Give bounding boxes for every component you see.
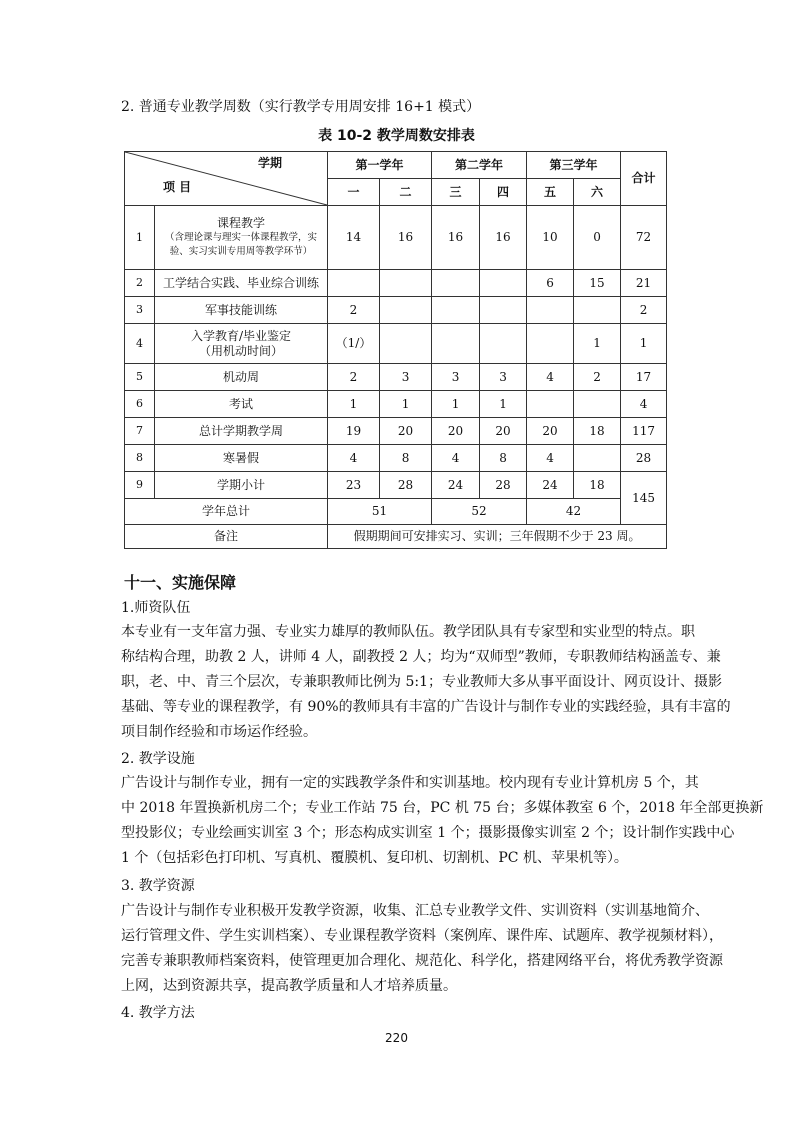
table-cell: 2 bbox=[328, 364, 380, 391]
table-cell bbox=[432, 297, 480, 324]
year-total-value: 51 bbox=[328, 499, 432, 525]
table-cell: 16 bbox=[480, 206, 527, 270]
row-number: 4 bbox=[125, 324, 155, 364]
table-cell: 6 bbox=[527, 270, 574, 297]
table-cell: 1 bbox=[380, 391, 432, 418]
paragraph-line: 本专业有一支年富力强、专业实力雄厚的教师队伍。教学团队具有专家型和实业型的特点。职 bbox=[121, 624, 695, 640]
table-cell: 3 bbox=[380, 364, 432, 391]
row-total: 28 bbox=[621, 445, 667, 472]
row-item-label: 寒暑假 bbox=[222, 450, 259, 465]
row-total: 72 bbox=[621, 206, 667, 270]
row-item-detail: 验、实习实训专用周等教学环节） bbox=[169, 246, 313, 257]
table-cell: 4 bbox=[328, 445, 380, 472]
remark-row bbox=[125, 525, 667, 549]
paragraph-facilities bbox=[121, 771, 764, 871]
table-cell: 20 bbox=[380, 418, 432, 445]
table-row bbox=[125, 445, 667, 472]
paragraph-resources bbox=[121, 899, 723, 999]
header-row-years bbox=[125, 152, 667, 179]
table-cell: 19 bbox=[328, 418, 380, 445]
row-item bbox=[155, 418, 328, 445]
year-total-row bbox=[125, 499, 667, 525]
row-total: 17 bbox=[621, 364, 667, 391]
table-cell: 24 bbox=[527, 472, 574, 499]
table-row bbox=[125, 472, 667, 499]
table-cell: 28 bbox=[480, 472, 527, 499]
table-cell: 0 bbox=[574, 206, 621, 270]
paragraph-line: 职，老、中、青三个层次，专兼职教师比例为 5:1；专业教师大多从事平面设计、网页设计、摄影 bbox=[121, 674, 722, 690]
row-total: 1 bbox=[621, 324, 667, 364]
table-cell bbox=[480, 270, 527, 297]
table-cell: 18 bbox=[574, 472, 621, 499]
remark-text: 假期期间可安排实习、实训；三年假期不少于 23 周。 bbox=[328, 525, 667, 549]
year-total-value: 52 bbox=[432, 499, 527, 525]
table-cell bbox=[432, 324, 480, 364]
table-cell: （1/） bbox=[328, 324, 380, 364]
table-cell: 8 bbox=[480, 445, 527, 472]
table-cell: 16 bbox=[432, 206, 480, 270]
row-item bbox=[155, 297, 328, 324]
paragraph-line: 广告设计与制作专业积极开发教学资源，收集、汇总专业教学文件、实训资料（实训基地简介、 bbox=[121, 903, 709, 919]
subsection-facilities: 2. 教学设施 bbox=[121, 751, 195, 767]
row-total: 145 bbox=[621, 472, 667, 525]
table-cell: 1 bbox=[574, 324, 621, 364]
row-item-note: （用机动时间） bbox=[198, 343, 283, 358]
table-cell: 15 bbox=[574, 270, 621, 297]
row-item bbox=[155, 324, 328, 364]
paragraph-faculty bbox=[121, 620, 731, 745]
table-cell: 28 bbox=[380, 472, 432, 499]
row-item-label: 入学教育/毕业鉴定 bbox=[190, 328, 292, 343]
table-cell bbox=[380, 324, 432, 364]
page-number: 220 bbox=[385, 1031, 408, 1045]
table-cell: 20 bbox=[480, 418, 527, 445]
paragraph-line: 完善专兼职教师档案资料，使管理更加合理化、规范化、科学化，搭建网络平台，将优秀教学资源 bbox=[121, 953, 723, 969]
row-item bbox=[155, 391, 328, 418]
paragraph-line: 运行管理文件、学生实训档案）、专业课程教学资料（案例库、课件库、试题库、教学视频材料）， bbox=[121, 928, 723, 944]
table-cell: 10 bbox=[527, 206, 574, 270]
corner-top-label: 学期 bbox=[257, 156, 282, 170]
table-cell: 14 bbox=[328, 206, 380, 270]
intro-line: 2. 普通专业教学周数（实行教学专用周安排 16+1 模式） bbox=[121, 99, 481, 115]
paragraph-line: 基础、等专业的课程教学，有 90%的教师具有丰富的广告设计与制作专业的实践经验，具有丰富的 bbox=[121, 699, 731, 715]
table-cell bbox=[574, 445, 621, 472]
paragraph-line: 中 2018 年置换新机房二个；专业工作站 75 台，PC 机 75 台；多媒体教室 6 个，2018 年全部更换新 bbox=[121, 800, 764, 816]
corner-bottom-label: 项 目 bbox=[163, 180, 192, 194]
table-cell bbox=[527, 391, 574, 418]
table-cell: 2 bbox=[574, 364, 621, 391]
row-item-label: 课程教学 bbox=[216, 216, 265, 231]
row-item-label: 考试 bbox=[228, 396, 253, 411]
row-item bbox=[155, 364, 328, 391]
row-item bbox=[155, 206, 328, 270]
row-item bbox=[155, 445, 328, 472]
term-header: 六 bbox=[574, 179, 621, 206]
row-item-detail: （含理论课与理实一体课程教学，实 bbox=[164, 232, 317, 244]
term-header: 二 bbox=[380, 179, 432, 206]
table-row bbox=[125, 324, 667, 364]
paragraph-line: 广告设计与制作专业，拥有一定的实践教学条件和实训基地。校内现有专业计算机房 5 个，其 bbox=[121, 775, 699, 791]
table-cell: 18 bbox=[574, 418, 621, 445]
subsection-faculty: 1.师资队伍 bbox=[121, 600, 191, 616]
row-item-label: 工学结合实践、毕业综合训练 bbox=[162, 275, 319, 290]
term-header: 五 bbox=[527, 179, 574, 206]
row-number: 5 bbox=[125, 364, 155, 391]
subsection-resources: 3. 教学资源 bbox=[121, 878, 195, 894]
row-item-label: 总计学期教学周 bbox=[198, 423, 283, 438]
table-cell: 4 bbox=[527, 364, 574, 391]
row-item-label: 学期小计 bbox=[216, 477, 265, 492]
table-cell: 4 bbox=[527, 445, 574, 472]
row-number: 1 bbox=[125, 206, 155, 270]
subsection-methods: 4. 教学方法 bbox=[121, 1005, 195, 1021]
table-cell bbox=[574, 391, 621, 418]
table-cell bbox=[480, 324, 527, 364]
table-cell bbox=[328, 270, 380, 297]
table-cell bbox=[527, 297, 574, 324]
table-cell bbox=[480, 297, 527, 324]
row-total: 21 bbox=[621, 270, 667, 297]
table-cell: 2 bbox=[328, 297, 380, 324]
paragraph-line: 项目制作经验和市场运作经验。 bbox=[121, 724, 317, 740]
total-header: 合计 bbox=[621, 152, 667, 206]
year-total-label: 学年总计 bbox=[125, 499, 328, 525]
table-row bbox=[125, 297, 667, 324]
row-number: 2 bbox=[125, 270, 155, 297]
term-header: 三 bbox=[432, 179, 480, 206]
table-row bbox=[125, 391, 667, 418]
table-cell: 3 bbox=[480, 364, 527, 391]
row-item-label: 军事技能训练 bbox=[204, 302, 277, 317]
table-cell bbox=[432, 270, 480, 297]
row-number: 6 bbox=[125, 391, 155, 418]
table-row bbox=[125, 270, 667, 297]
paragraph-line: 称结构合理，助教 2 人，讲师 4 人，副教授 2 人；均为“双师型”教师，专职教师结构涵盖专、兼 bbox=[121, 649, 721, 665]
table-cell bbox=[574, 297, 621, 324]
table-row bbox=[125, 364, 667, 391]
table-cell bbox=[527, 324, 574, 364]
schedule-table bbox=[124, 151, 667, 549]
row-total: 117 bbox=[621, 418, 667, 445]
row-total: 4 bbox=[621, 391, 667, 418]
row-number: 3 bbox=[125, 297, 155, 324]
table-caption: 表 10-2 教学周数安排表 bbox=[318, 128, 475, 144]
paragraph-line: 1 个（包括彩色打印机、写真机、覆膜机、复印机、切割机、PC 机、苹果机等）。 bbox=[121, 850, 628, 866]
table-cell: 1 bbox=[432, 391, 480, 418]
section-title: 十一、实施保障 bbox=[124, 573, 237, 592]
table-cell: 23 bbox=[328, 472, 380, 499]
table-cell: 20 bbox=[432, 418, 480, 445]
table-row bbox=[125, 418, 667, 445]
table-cell: 8 bbox=[380, 445, 432, 472]
row-number: 8 bbox=[125, 445, 155, 472]
table-cell: 24 bbox=[432, 472, 480, 499]
table-cell bbox=[380, 297, 432, 324]
table-cell: 1 bbox=[328, 391, 380, 418]
table-cell: 16 bbox=[380, 206, 432, 270]
table-cell: 3 bbox=[432, 364, 480, 391]
year-total-value: 42 bbox=[527, 499, 621, 525]
year-header: 第一学年 bbox=[328, 152, 432, 179]
table-row bbox=[125, 206, 667, 270]
table-cell: 1 bbox=[480, 391, 527, 418]
table-cell: 4 bbox=[432, 445, 480, 472]
row-item bbox=[155, 270, 328, 297]
row-number: 9 bbox=[125, 472, 155, 499]
table-cell bbox=[380, 270, 432, 297]
term-header: 四 bbox=[480, 179, 527, 206]
year-header: 第二学年 bbox=[432, 152, 527, 179]
row-item bbox=[155, 472, 328, 499]
term-header: 一 bbox=[328, 179, 380, 206]
year-header: 第三学年 bbox=[527, 152, 621, 179]
diagonal-line bbox=[125, 152, 327, 205]
row-number: 7 bbox=[125, 418, 155, 445]
remark-label: 备注 bbox=[125, 525, 328, 549]
paragraph-line: 型投影仪；专业绘画实训室 3 个；形态构成实训室 1 个；摄影摄像实训室 2 个；设计制作实践中心 bbox=[121, 825, 735, 841]
corner-cell bbox=[125, 152, 328, 206]
row-item-label: 机动周 bbox=[222, 369, 259, 384]
row-total: 2 bbox=[621, 297, 667, 324]
table-cell: 20 bbox=[527, 418, 574, 445]
paragraph-line: 上网，达到资源共享，提高教学质量和人才培养质量。 bbox=[121, 978, 457, 994]
